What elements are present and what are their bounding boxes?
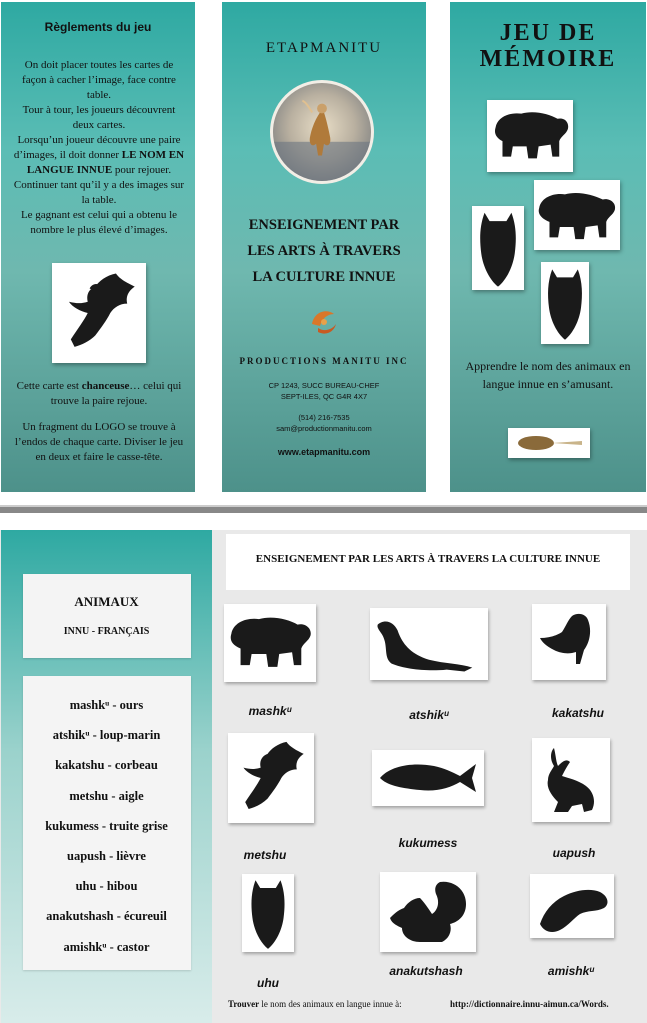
memory-panel [450,2,646,492]
game-title [450,20,646,72]
rules-title: Règlements du jeu [44,20,152,34]
owl-icon [541,262,589,344]
rule-3-bold: LE NOM EN LANGUE INNUE [26,149,185,176]
lucky-card-eagle [52,263,146,363]
tile-hare [532,738,610,822]
label-amishku: amishkᵘ [547,964,595,978]
vocab-item: kakatshu - corbeau [55,758,158,773]
bear-icon [534,180,620,250]
culture-header-box [226,534,630,590]
fragment-text: Un fragment du LOGO se trouve à l’endos de chaque carte. Diviser le jeu en deux et faire le casse-tête. [14,421,184,463]
label-atshiku: atshikᵘ [409,708,449,722]
company-logo-icon [304,304,344,338]
rule-4: Continuer tant qu’il y a des images sur la table. [13,179,185,206]
rule-3 [13,133,185,178]
lucky-a: Cette carte est [16,380,79,392]
hare-icon [532,738,610,822]
learn-text: Apprendre le nom des animaux en langue innue en s’amusant. [465,359,631,391]
label-uhu: uhu [257,976,279,990]
rule-3-text: Lorsqu’un joueur découvre une paire d’images, il doit donner [13,134,181,161]
owl-icon [472,206,524,290]
eagle-icon [52,263,146,363]
vocab-item: uhu - hibou [75,879,138,894]
eagle-icon [228,733,314,823]
vocab-item: uapush - lièvre [67,848,146,863]
label-anakutshash: anakutshash [389,964,463,978]
logo-image [270,80,374,184]
game-title-line-1: JEU DE [499,20,597,46]
animals-title: ANIMAUX [74,594,139,609]
vocab-item: mashkᵘ - ours [69,698,144,712]
tile-raven [532,604,606,680]
label-metshu: metshu [243,848,287,862]
owl-icon [242,874,294,952]
animals-title-box [23,574,191,658]
beaver-icon [530,874,614,938]
tile-owl [242,874,294,952]
seal-icon [370,608,488,680]
card-bear-2 [534,180,620,250]
label-kukumess: kukumess [398,836,458,850]
label-kakatshu: kakatshu [551,706,605,720]
rule-3-end: pour rejouer. [114,164,172,176]
trout-icon [372,750,484,806]
vocab-item: atshikᵘ - loup-marin [52,728,161,743]
email: sam@productionmanitu.com [276,424,372,433]
tile-seal [370,608,488,680]
rules-text [13,58,185,238]
address-line-1: CP 1243, SUCC BUREAU-CHEF [268,381,380,390]
footer-bold: Trouver [228,999,260,1009]
subtitle [232,212,416,290]
card-owl-2 [541,262,589,344]
bear-icon [487,100,573,172]
tile-trout [372,750,484,806]
game-title-line-2: MÉMOIRE [479,46,617,72]
feather-icon [508,428,590,458]
tile-squirrel [380,872,476,952]
vocab-item: anakutshash - écureuil [46,909,167,924]
rule-5: Le gagnant est celui qui a obtenu le nombre le plus élevé d’images. [20,209,178,236]
tile-eagle [228,733,314,823]
footer-text [228,999,402,1009]
animals-subtitle: INNU - FRANÇAIS [63,626,150,637]
label-mashku: mashkᵘ [248,704,292,718]
lucky-c: … celui qui trouve la paire rejoue. [50,380,182,407]
squirrel-icon [380,872,476,952]
page-divider [0,505,647,513]
footer-rest: le nom des animaux en langue innue à: [259,999,402,1009]
dancer-illustration [273,83,371,181]
vocab-item: metshu - aigle [69,788,144,803]
lucky-b: chanceuse [81,380,130,392]
bear-icon [224,604,316,682]
card-bear-1 [487,100,573,172]
company-name: PRODUCTIONS MANITU INC [239,356,409,366]
subtitle-line-3: LA CULTURE INNUE [252,269,396,285]
vocab-column [1,530,212,1023]
tile-bear [224,604,316,682]
rule-2: Tour à tour, les joueurs découvrent deux cartes. [22,104,176,131]
contact [222,412,426,434]
brand-panel [222,2,426,492]
tile-beaver [530,874,614,938]
subtitle-line-2: LES ARTS À TRAVERS [247,243,401,259]
culture-header: ENSEIGNEMENT PAR LES ARTS À TRAVERS LA CULTURE INNUE [255,553,601,565]
phone: (514) 216-7535 [298,413,350,422]
vocab-item: amishkᵘ - castor [63,939,150,954]
card-owl-1 [472,206,524,290]
label-uapush: uapush [552,846,596,860]
subtitle-line-1: ENSEIGNEMENT PAR [248,217,400,233]
address [222,380,426,402]
rules-panel [1,2,195,492]
rule-1: On doit placer toutes les cartes de façon à cacher l’image, face contre table. [22,59,176,101]
dictionary-link[interactable]: http://dictionnaire.innu-aimun.ca/Words. [450,999,609,1009]
vocab-item: kukumess - truite grise [45,818,168,833]
raven-icon [532,604,606,680]
card-feather [508,428,590,458]
vocab-list [1,690,212,962]
lucky-text [9,379,189,409]
brand-title: ETAPMANITU [265,40,383,56]
address-line-2: SEPT-ILES, QC G4R 4X7 [280,392,368,401]
website: www.etapmanitu.com [277,447,371,457]
